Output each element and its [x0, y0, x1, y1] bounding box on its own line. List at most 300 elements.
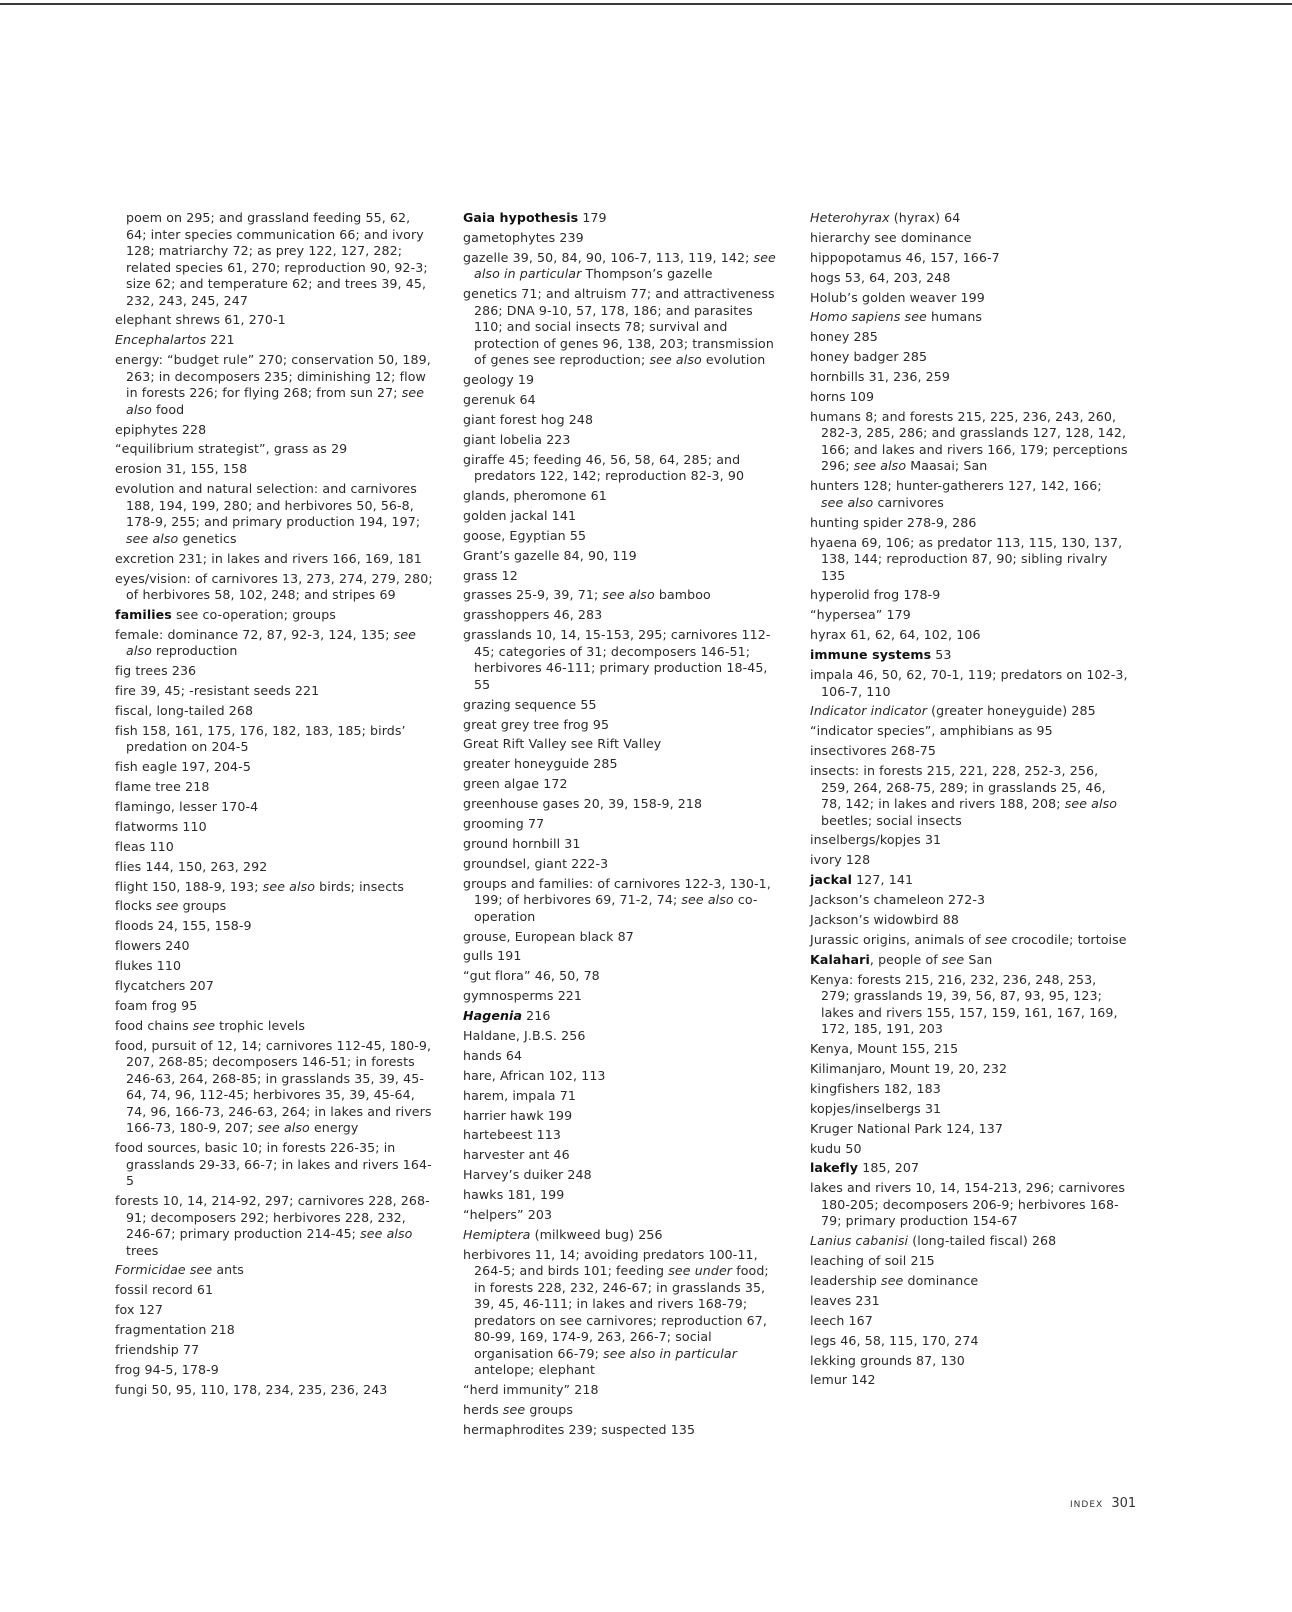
index-entry — [115, 461, 433, 478]
index-entry — [463, 372, 781, 389]
index-heading-term: Gaia hypothesis — [463, 210, 579, 225]
index-entry — [810, 1180, 1128, 1230]
index-italic-text: Indicator indicator — [810, 703, 927, 719]
index-entry — [115, 879, 433, 896]
index-text: hippopotamus 46, 157, 166-7 — [810, 249, 1000, 265]
index-text: kingfishers 182, 183 — [810, 1080, 941, 1096]
index-entry — [463, 607, 781, 624]
index-entry — [810, 389, 1128, 406]
page-number: 301 — [1111, 1496, 1137, 1511]
index-text: flies 144, 150, 263, 292 — [115, 858, 268, 874]
index-entry — [115, 332, 433, 349]
index-entry — [463, 230, 781, 247]
index-entry — [115, 481, 433, 547]
index-text: lakes and rivers 10, 14, 154-213, 296; carnivores 180-205; decomposers 206-9; herbivores 168-79; primary production 154-67 — [810, 1180, 1126, 1229]
index-entry — [115, 703, 433, 720]
index-text: food — [151, 401, 185, 417]
index-entry — [810, 309, 1128, 326]
index-entry — [810, 1233, 1128, 1250]
index-entry — [463, 432, 781, 449]
index-text: goose, Egyptian 55 — [463, 527, 587, 543]
index-text: Kenya: forests 215, 216, 232, 236, 248, 253, 279; grasslands 19, 39, 56, 87, 93, 95, 123; lakes and rivers 155, 157, 159, 161, 167, 169, 172, 185, 191, 203 — [810, 971, 1118, 1037]
index-text: gerenuk 64 — [463, 391, 536, 407]
index-entry — [463, 1207, 781, 1224]
index-text: grasslands 10, 14, 15-153, 295; carnivores 112-45; categories of 31; decomposers 146-51; herbivores 46-111; primary production 18-45, 55 — [463, 627, 771, 692]
index-entry — [810, 369, 1128, 386]
index-text: “indicator species”, amphibians as 95 — [810, 723, 1053, 739]
index-entry — [115, 819, 433, 836]
index-entry — [115, 958, 433, 975]
index-text: “helpers” 203 — [463, 1207, 553, 1223]
index-text: flatworms 110 — [115, 818, 207, 834]
index-entry — [810, 1372, 1128, 1389]
index-text: trees — [126, 1242, 159, 1258]
index-entry — [463, 929, 781, 946]
index-entry — [463, 1422, 781, 1439]
index-entry — [463, 1088, 781, 1105]
index-text: genetics — [178, 530, 237, 546]
index-italic-text: Lanius cabanisi — [810, 1233, 909, 1249]
index-text: hyrax 61, 62, 64, 102, 106 — [810, 627, 981, 643]
index-entry — [810, 952, 1128, 969]
index-text: hermaphrodites 239; suspected 135 — [463, 1421, 696, 1437]
index-text: fleas 110 — [115, 838, 174, 854]
index-text: groups — [525, 1402, 574, 1418]
index-italic-text: see also — [126, 626, 417, 659]
index-italic-text: see — [984, 931, 1008, 947]
index-text: hogs 53, 64, 203, 248 — [810, 269, 951, 285]
index-entry — [115, 723, 433, 756]
index-text: carnivores — [873, 494, 944, 510]
index-text: fish eagle 197, 204-5 — [115, 759, 251, 775]
index-entry — [115, 607, 433, 624]
index-column-3 — [810, 210, 1128, 1392]
index-text: groundsel, giant 222-3 — [463, 855, 609, 871]
index-entry — [810, 1253, 1128, 1270]
page-footer — [1070, 1496, 1136, 1511]
index-entry — [810, 667, 1128, 700]
index-entry — [463, 286, 781, 369]
index-entry — [463, 816, 781, 833]
index-text: giant forest hog 248 — [463, 411, 594, 427]
index-entry — [115, 1342, 433, 1359]
index-italic-text: see — [156, 898, 179, 914]
index-entry — [810, 1081, 1128, 1098]
index-entry — [810, 627, 1128, 644]
index-entry — [463, 796, 781, 813]
index-entry — [810, 972, 1128, 1038]
index-text: energy: “budget rule” 270; conservation 50, 189, 263; in decomposers 235; diminishing 12; flow in forests 226; for flying 268; from sun 27; — [115, 352, 431, 401]
index-text: Haldane, J.B.S. 256 — [463, 1028, 586, 1043]
index-text: 179 — [578, 210, 607, 225]
index-text: forests 10, 14, 214-92, 297; carnivores 228, 268-91; decomposers 292; herbivores 228, 232, 246-67; primary production 214-45; — [115, 1193, 430, 1241]
index-entry — [810, 1141, 1128, 1158]
index-text: greenhouse gases 20, 39, 158-9, 218 — [463, 796, 703, 812]
index-italic-text: see — [904, 309, 927, 325]
index-text: lemur 142 — [810, 1372, 876, 1388]
index-text: impala 46, 50, 62, 70-1, 119; predators on 102-3, 106-7, 110 — [810, 667, 1128, 699]
index-text: fragmentation 218 — [115, 1322, 235, 1338]
index-entry — [810, 723, 1128, 740]
index-entry — [463, 1028, 781, 1045]
index-entry — [463, 587, 781, 604]
index-entry — [115, 898, 433, 915]
index-text: eyes/vision: of carnivores 13, 273, 274, 279, 280; of herbivores 58, 102, 248; and stripes 69 — [115, 570, 433, 603]
index-entry — [115, 551, 433, 568]
index-text: hierarchy see dominance — [810, 229, 972, 245]
index-text: Holub’s golden weaver 199 — [810, 289, 985, 305]
index-entry — [463, 1227, 781, 1244]
index-entry — [810, 270, 1128, 287]
index-entry — [463, 568, 781, 585]
index-entry — [810, 832, 1128, 849]
index-text: 127, 141 — [852, 872, 914, 888]
index-text: hyperolid frog 178-9 — [810, 587, 941, 603]
index-entry — [463, 856, 781, 873]
index-entry — [810, 1121, 1128, 1138]
index-italic-text: see also — [126, 385, 425, 417]
index-entry — [810, 743, 1128, 760]
index-entry — [115, 683, 433, 700]
index-heading-term: lakefly — [810, 1160, 859, 1176]
top-rule — [0, 3, 1292, 5]
index-entry — [463, 756, 781, 773]
index-text: beetles; social insects — [821, 812, 962, 828]
index-entry — [115, 998, 433, 1015]
index-italic-text: see also — [821, 494, 874, 510]
index-text: flamingo, lesser 170-4 — [115, 799, 259, 815]
index-text: foam frog 95 — [115, 997, 198, 1013]
index-entry — [463, 528, 781, 545]
index-entry — [810, 349, 1128, 366]
index-text: insects: in forests 215, 221, 228, 252-3, 256, 259, 264, 268-75, 289; in grasslands 25, 46, 78, 142; in lakes and rivers 188, 208; — [810, 763, 1106, 812]
index-entry — [115, 1193, 433, 1259]
index-text: Jurassic origins, animals of — [810, 931, 985, 947]
index-entry — [115, 1140, 433, 1190]
index-text: hartebeest 113 — [463, 1127, 561, 1143]
index-text: San — [964, 951, 993, 967]
index-text: gymnosperms 221 — [463, 988, 583, 1004]
index-entry — [463, 627, 781, 693]
index-entry — [810, 763, 1128, 829]
index-text: hyaena 69, 106; as predator 113, 115, 130, 137, 138, 144; reproduction 87, 90; sibling rivalry 135 — [810, 534, 1123, 583]
index-entry — [463, 876, 781, 926]
index-entry — [463, 968, 781, 985]
index-entry — [463, 1187, 781, 1204]
index-text: greater honeyguide 285 — [463, 756, 618, 772]
index-text: hare, African 102, 113 — [463, 1067, 606, 1083]
index-text: harrier hawk 199 — [463, 1107, 573, 1123]
index-entry — [115, 1038, 433, 1137]
index-entry — [810, 932, 1128, 949]
index-text: inselbergs/kopjes 31 — [810, 832, 942, 848]
index-text: epiphytes 228 — [115, 421, 207, 437]
index-entry — [810, 329, 1128, 346]
index-italic-text: see also — [360, 1226, 413, 1241]
index-entry — [810, 912, 1128, 929]
index-text: great grey tree frog 95 — [463, 716, 610, 732]
index-entry — [810, 478, 1128, 511]
index-entry — [810, 409, 1128, 475]
index-text: insectivores 268-75 — [810, 743, 937, 759]
index-entry — [115, 799, 433, 816]
index-entry — [463, 452, 781, 485]
index-entry — [115, 1302, 433, 1319]
index-text: humans — [926, 309, 983, 325]
index-text: leaching of soil 215 — [810, 1253, 935, 1269]
index-entry — [115, 1322, 433, 1339]
index-text: grouse, European black 87 — [463, 928, 634, 944]
index-text: see co-operation; groups — [171, 606, 336, 622]
index-entry — [463, 988, 781, 1005]
index-text: 53 — [931, 647, 952, 663]
index-entry — [810, 1353, 1128, 1370]
index-text: genetics 71; and altruism 77; and attractiveness 286; DNA 9-10, 57, 178, 186; and parasites 110; and social insects 78; survival and protection of genes 96, 138, 203; transmission of genes see reproduction; — [463, 286, 775, 368]
index-text: food chains — [115, 1017, 193, 1033]
index-text: (greater honeyguide) 285 — [927, 703, 1096, 719]
index-text: dominance — [903, 1273, 979, 1289]
index-entry — [115, 839, 433, 856]
index-entry — [810, 1160, 1128, 1177]
index-text: giraffe 45; feeding 46, 56, 58, 64, 285; and predators 122, 142; reproduction 82-3, 90 — [463, 451, 745, 484]
index-text: trophic levels — [215, 1017, 306, 1033]
index-text: leadership — [810, 1273, 882, 1289]
index-text: fox 127 — [115, 1302, 163, 1318]
index-text: gulls 191 — [463, 948, 522, 964]
index-heading-term: Hagenia — [463, 1008, 523, 1024]
index-entry — [115, 312, 433, 329]
index-entry — [115, 352, 433, 418]
index-text: floods 24, 155, 158-9 — [115, 918, 252, 934]
index-text: friendship 77 — [115, 1341, 200, 1357]
index-entry — [463, 1008, 781, 1025]
index-entry — [463, 412, 781, 429]
index-text: ground hornbill 31 — [463, 835, 581, 851]
index-entry — [810, 1061, 1128, 1078]
index-text: ants — [212, 1262, 244, 1278]
index-entry — [463, 488, 781, 505]
index-text: Kenya, Mount 155, 215 — [810, 1041, 959, 1057]
index-text: honey 285 — [810, 329, 878, 345]
index-text: evolution and natural selection: and carnivores 188, 194, 199, 280; and herbivores 50, 56-8, 178-9, 255; and primary production 194, 197; — [115, 481, 421, 530]
index-text: grass 12 — [463, 567, 518, 583]
index-text: (hyrax) 64 — [889, 210, 961, 225]
index-text: legs 46, 58, 115, 170, 274 — [810, 1332, 979, 1348]
index-italic-text: Homo sapiens — [810, 309, 901, 325]
index-italic-text: see under — [668, 1263, 733, 1279]
index-entry — [463, 1147, 781, 1164]
index-entry — [115, 441, 433, 458]
index-italic-text: Formicidae — [115, 1262, 186, 1278]
index-entry — [115, 422, 433, 439]
index-entry — [463, 392, 781, 409]
index-text: herds — [463, 1402, 503, 1418]
index-text: “herd immunity” 218 — [463, 1382, 599, 1398]
index-entry — [463, 1402, 781, 1419]
index-text: geology 19 — [463, 372, 535, 388]
index-entry — [810, 1101, 1128, 1118]
index-text: , people of — [869, 951, 942, 967]
index-italic-text: see also — [602, 587, 655, 603]
index-text: birds; insects — [315, 878, 404, 894]
index-text: leaves 231 — [810, 1292, 880, 1308]
index-entry — [810, 892, 1128, 909]
index-entry — [810, 230, 1128, 247]
index-entry — [810, 1273, 1128, 1290]
index-entry — [463, 1048, 781, 1065]
index-text: fish 158, 161, 175, 176, 182, 183, 185; birds’ predation on 204-5 — [115, 722, 406, 755]
index-italic-text: see — [941, 951, 965, 967]
index-text: kopjes/inselbergs 31 — [810, 1100, 942, 1116]
index-text: herbivores 11, 14; avoiding predators 100-11, 264-5; and birds 101; feeding — [463, 1246, 758, 1279]
index-italic-text: see — [502, 1402, 526, 1418]
index-entry — [115, 779, 433, 796]
index-text: Jackson’s chameleon 272-3 — [810, 892, 986, 908]
index-text: 221 — [206, 332, 235, 348]
index-italic-text: see also — [681, 892, 734, 908]
index-entry — [463, 697, 781, 714]
index-text: co-operation — [474, 892, 758, 924]
index-entry — [115, 938, 433, 955]
index-text: Jackson’s widowbird 88 — [810, 912, 959, 928]
index-text: flycatchers 207 — [115, 978, 214, 994]
index-text: hawks 181, 199 — [463, 1187, 565, 1203]
index-entry — [810, 647, 1128, 664]
footer-label: INDEX — [1070, 1500, 1104, 1510]
index-italic-text: see also — [257, 1120, 310, 1136]
index-text: harem, impala 71 — [463, 1087, 576, 1103]
index-italic-text: see — [192, 1017, 216, 1033]
index-entry — [115, 1262, 433, 1279]
index-italic-text: Encephalartos — [115, 332, 207, 348]
index-text: horns 109 — [810, 389, 875, 405]
index-entry — [463, 548, 781, 565]
index-entry — [115, 627, 433, 660]
index-text: groups and families: of carnivores 122-3, 130-1, 199; of herbivores 69, 71-2, 74; — [463, 875, 771, 908]
index-text: crocodile; tortoise — [1007, 931, 1127, 947]
index-entry — [115, 571, 433, 604]
index-text: leech 167 — [810, 1312, 873, 1328]
index-italic-text: Hemiptera — [463, 1226, 531, 1242]
index-text: 185, 207 — [858, 1160, 920, 1176]
index-italic-text: see also — [1064, 796, 1118, 812]
index-text: food; in forests 228, 232, 246-67; in grasslands 35, 39, 45, 46-111; in lakes and rivers 168-79; predators on see carnivores; reproduction 67, 80-99, 169, 174-9, 263, 266-7; social organisation 66-79; — [474, 1263, 769, 1361]
index-text: grazing sequence 55 — [463, 696, 597, 712]
index-entry — [115, 1382, 433, 1399]
index-entry — [810, 535, 1128, 585]
index-text: Thompson’s gazelle — [581, 266, 713, 282]
index-text: giant lobelia 223 — [463, 431, 571, 447]
index-text: fig trees 236 — [115, 663, 197, 679]
index-text: hunters 128; hunter-gatherers 127, 142, 166; — [810, 478, 1102, 494]
index-text: energy — [309, 1120, 359, 1136]
index-italic-text: see also — [126, 530, 179, 546]
index-text: bamboo — [654, 587, 711, 603]
index-text: gametophytes 239 — [463, 229, 584, 245]
index-text: flowers 240 — [115, 938, 190, 954]
index-entry — [115, 1362, 433, 1379]
index-text: reproduction — [151, 643, 238, 659]
index-italic-text: see — [881, 1273, 904, 1289]
index-text: Maasai; San — [906, 458, 988, 474]
index-entry — [810, 587, 1128, 604]
index-text: “gut flora” 46, 50, 78 — [463, 968, 600, 984]
index-text: ivory 128 — [810, 852, 871, 868]
index-text: (long-tailed fiscal) 268 — [908, 1233, 1057, 1249]
index-text: frog 94-5, 178-9 — [115, 1361, 219, 1377]
index-text: elephant shrews 61, 270-1 — [115, 312, 286, 328]
index-entry — [463, 836, 781, 853]
index-entry — [115, 1282, 433, 1299]
index-entry — [463, 210, 781, 227]
index-entry — [115, 759, 433, 776]
index-entry — [810, 703, 1128, 720]
index-text: flame tree 218 — [115, 779, 210, 795]
index-entry — [810, 250, 1128, 267]
index-italic-text: see also — [853, 458, 907, 474]
index-entry — [810, 290, 1128, 307]
index-entry — [810, 210, 1128, 227]
index-italic-text: see also — [262, 878, 316, 894]
index-entry — [810, 872, 1128, 889]
index-text: fossil record 61 — [115, 1282, 214, 1298]
index-entry — [115, 1018, 433, 1035]
index-italic-text: Heterohyrax — [810, 210, 890, 225]
index-entry — [463, 776, 781, 793]
index-heading-term: immune systems — [810, 647, 932, 663]
index-text: hornbills 31, 236, 259 — [810, 369, 950, 385]
index-text: lekking grounds 87, 130 — [810, 1352, 965, 1368]
index-text: fire 39, 45; -resistant seeds 221 — [115, 683, 320, 699]
index-entry — [463, 1167, 781, 1184]
index-text: glands, pheromone 61 — [463, 488, 607, 504]
index-text: female: dominance 72, 87, 92-3, 124, 135; — [115, 626, 394, 642]
index-heading-term: jackal — [810, 872, 853, 888]
index-text: hunting spider 278-9, 286 — [810, 514, 977, 530]
index-text: 216 — [522, 1008, 551, 1024]
index-entry — [463, 1068, 781, 1085]
index-entry — [463, 736, 781, 753]
index-entry — [463, 1382, 781, 1399]
index-entry — [115, 859, 433, 876]
index-text: humans 8; and forests 215, 225, 236, 243, 260, 282-3, 285, 286; and grasslands 127, 128, 142, 166; and lakes and rivers 166, 179; perceptions 296; — [810, 408, 1128, 474]
index-text: flukes 110 — [115, 958, 182, 974]
index-text: “equilibrium strategist”, grass as 29 — [115, 441, 348, 457]
index-text: Harvey’s duiker 248 — [463, 1167, 592, 1183]
index-text: poem on 295; and grassland feeding 55, 62, 64; inter species communication 66; and ivory 128; matriarchy 72; as prey 122, 127, 282; related species 61, 270; reproduction 90, 92-3; size 62; and temperature 62; and trees 39, 45, 232, 243, 245, 247 — [126, 210, 428, 308]
index-column-1 — [115, 210, 433, 1402]
index-italic-text: see also in particular — [474, 249, 776, 282]
index-text: groups — [178, 898, 227, 914]
index-text: honey badger 285 — [810, 349, 928, 365]
index-text: food sources, basic 10; in forests 226-35; in grasslands 29-33, 66-7; in lakes and rivers 164-5 — [115, 1140, 432, 1189]
index-entry — [463, 948, 781, 965]
index-column-2 — [463, 210, 781, 1442]
index-entry — [463, 1247, 781, 1379]
index-text: erosion 31, 155, 158 — [115, 461, 248, 477]
index-italic-text: see — [189, 1262, 213, 1278]
index-text: gazelle 39, 50, 84, 90, 106-7, 113, 119, 142; — [463, 249, 754, 265]
index-entry — [115, 978, 433, 995]
index-italic-text: see also in particular — [603, 1345, 737, 1361]
index-entry — [810, 1333, 1128, 1350]
index-text: Kilimanjaro, Mount 19, 20, 232 — [810, 1061, 1008, 1076]
index-entry — [115, 663, 433, 680]
index-text: “hypersea” 179 — [810, 607, 911, 623]
index-entry — [810, 1293, 1128, 1310]
index-entry — [115, 918, 433, 935]
index-text: fiscal, long-tailed 268 — [115, 702, 254, 718]
